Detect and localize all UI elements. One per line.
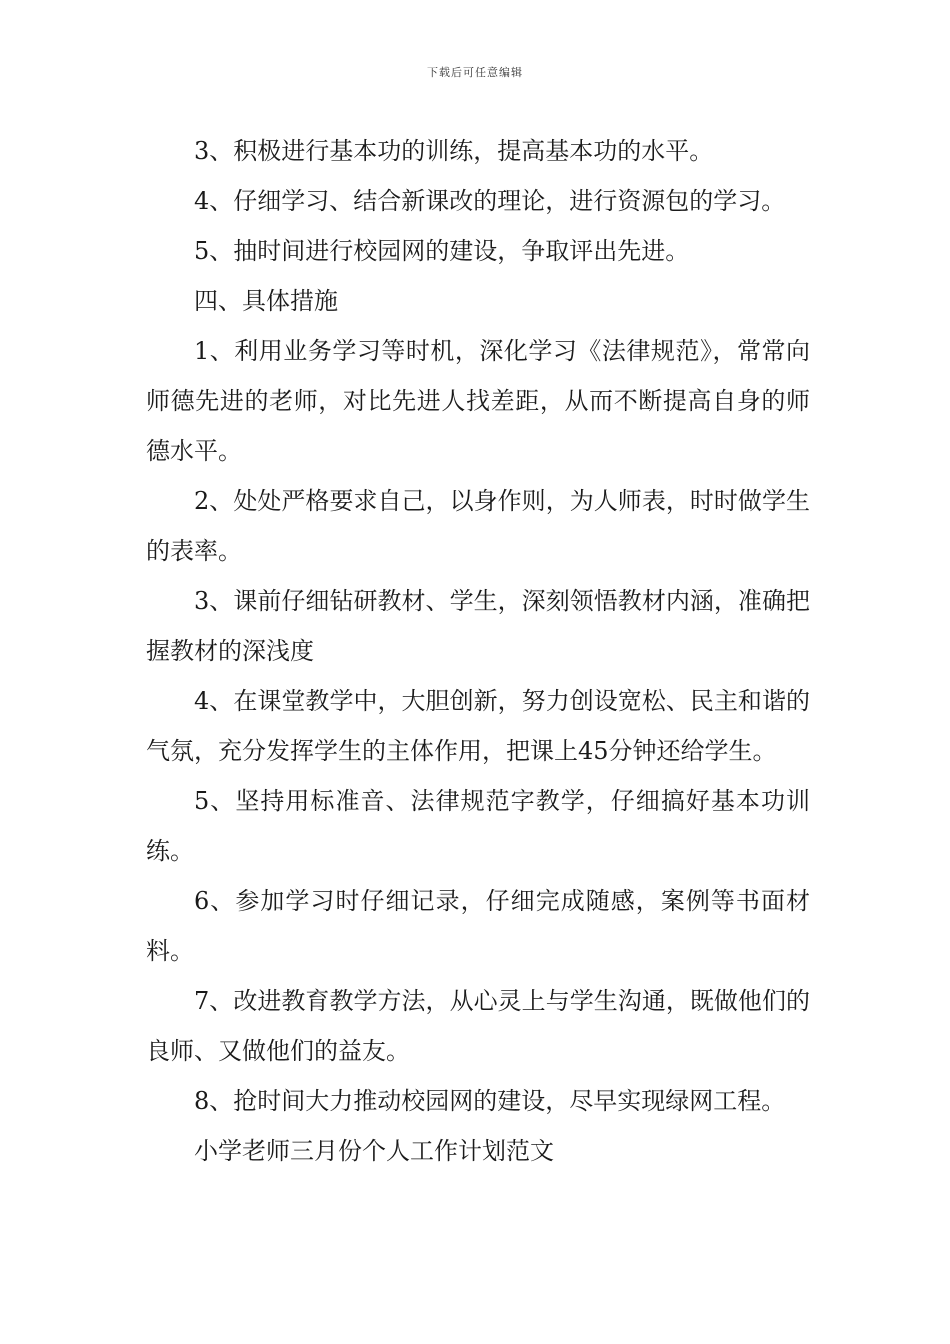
paragraph-measure-2: 2、处处严格要求自己，以身作则，为人师表，时时做学生的表率。 xyxy=(146,487,810,565)
document-body xyxy=(146,126,810,1176)
paragraph-measure-4: 4、在课堂教学中，大胆创新，努力创设宽松、民主和谐的气氛，充分发挥学生的主体作用，把课上45分钟还给学生。 xyxy=(146,687,810,765)
page-header: 下载后可任意编辑 xyxy=(427,66,523,79)
next-document-title: 小学老师三月份个人工作计划范文 xyxy=(194,1137,554,1165)
section-heading-measures: 四、具体措施 xyxy=(194,287,338,315)
paragraph-goal-5: 5、抽时间进行校园网的建设，争取评出先进。 xyxy=(194,237,690,265)
paragraph-goal-4: 4、仔细学习、结合新课改的理论，进行资源包的学习。 xyxy=(194,187,786,215)
paragraph-measure-6: 6、参加学习时仔细记录，仔细完成随感，案例等书面材料。 xyxy=(146,887,810,965)
paragraph-measure-1: 1、利用业务学习等时机，深化学习《法律规范》，常常向师德先进的老师，对比先进人找差距，从而不断提高自身的师德水平。 xyxy=(146,337,810,465)
paragraph-measure-3: 3、课前仔细钻研教材、学生，深刻领悟教材内涵，准确把握教材的深浅度 xyxy=(146,587,810,665)
paragraph-measure-5: 5、坚持用标准音、法律规范字教学，仔细搞好基本功训练。 xyxy=(146,787,810,865)
paragraph-goal-3: 3、积极进行基本功的训练，提高基本功的水平。 xyxy=(194,137,714,165)
paragraph-measure-8: 8、抢时间大力推动校园网的建设，尽早实现绿网工程。 xyxy=(194,1087,786,1115)
paragraph-measure-7: 7、改进教育教学方法，从心灵上与学生沟通，既做他们的良师、又做他们的益友。 xyxy=(146,987,810,1065)
